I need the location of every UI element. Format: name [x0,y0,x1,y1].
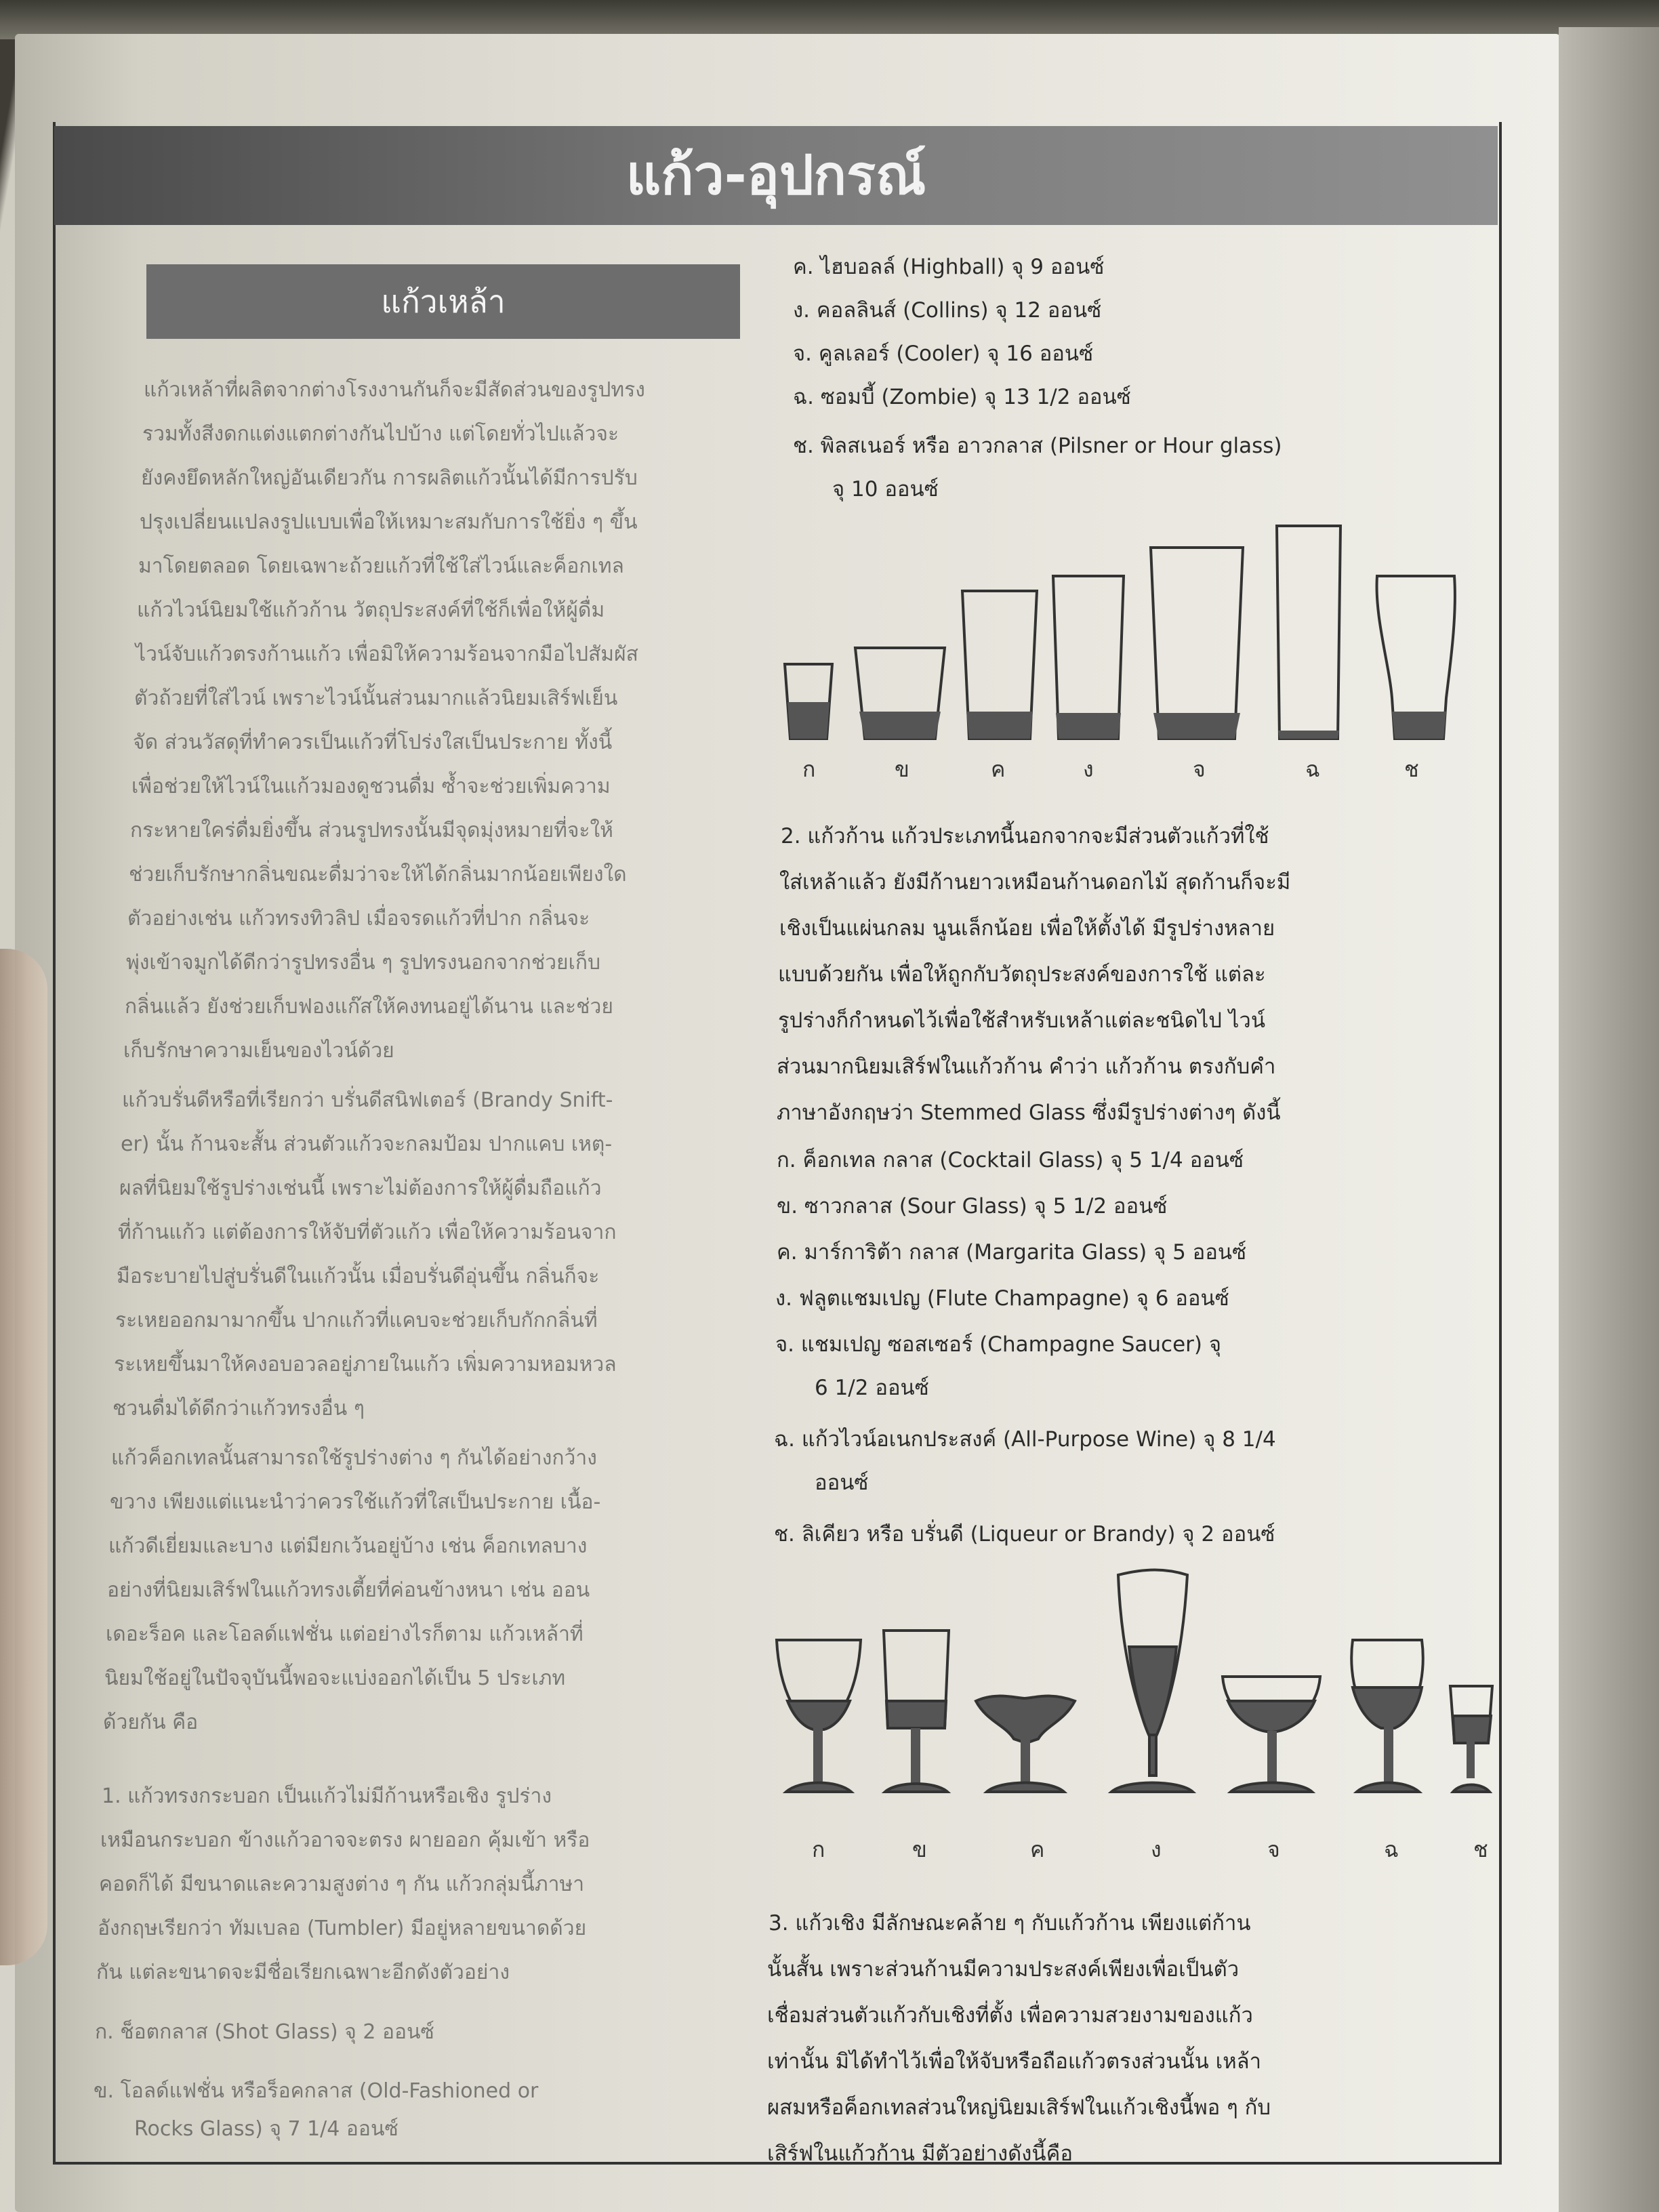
list-item: ค. ไฮบอลล์ (Highball) จุ 9 ออนซ์ [793,255,1105,279]
text-line: กัน แต่ละขนาดจะมีชื่อเรียกเฉพาะอีกดังตัวอย่าง [96,1961,510,1984]
all-purpose-wine-icon [1351,1640,1423,1792]
next-page-edge [1559,27,1659,2212]
text-line: ผลที่นิยมใช้รูปร่างเช่นนี้ เพราะไม่ต้องการให้ผู้ดื่มถือแก้ว [119,1176,602,1200]
sour-glass-icon [884,1631,949,1792]
text-line: ส่วนมากนิยมเสิร์ฟในแก้วก้าน คำว่า แก้วก้าน ตรงกับคำ [777,1054,1276,1079]
text-line: ตัวถ้วยที่ใส่ไวน์ เพราะไวน์นั้นส่วนมากแล้วนิยมเสิร์ฟเย็น [134,687,618,710]
text-line: แก้วไวน์นิยมใช้แก้วก้าน วัตถุประสงค์ที่ใช้ก็เพื่อให้ผู้ดื่ม [137,598,605,622]
text-line: 2. แก้วก้าน แก้วประเภทนี้นอกจากจะมีส่วนตัวแก้วที่ใช้ [781,824,1269,848]
stemmed-label: ช [1473,1837,1488,1862]
champagne-saucer-icon [1223,1677,1320,1792]
text-line: ข. โอลด์แฟชั่น หรือร็อคกลาส (Old-Fashioned or [94,2079,539,2103]
text-line: ตัวอย่างเช่น แก้วทรงทิวลิป เมื่อจรดแก้วที่ปาก กลิ่นจะ [127,907,590,930]
tumbler-label: ค [991,756,1006,782]
text-line: แก้วเหล้าที่ผลิตจากต่างโรงงานกันก็จะมีสัดส่วนของรูปทรง [144,378,645,402]
list-item: จ. คูลเลอร์ (Cooler) จุ 16 ออนซ์ [793,342,1094,366]
thumb [0,949,47,1965]
list-item: ง. คอลลินส์ (Collins) จุ 12 ออนซ์ [793,298,1102,323]
text-line: ช่วยเก็บรักษากลิ่นขณะดื่มว่าจะให้ได้กลิ่นมากน้อยเพียงใด [129,863,627,886]
text-line: ขวาง เพียงแต่แนะนำว่าควรใช้แก้วที่ใสเป็นประกาย เนื้อ- [110,1490,601,1514]
list-item: ช. พิลสเนอร์ หรือ อาวกลาส (Pilsner or Hour glass) [793,434,1282,458]
list-item: ง. ฟลูตแชมเปญ (Flute Champagne) จุ 6 ออนซ์ [775,1286,1229,1311]
list-item: จ. แชมเปญ ซอสเซอร์ (Champagne Saucer) จุ [775,1332,1222,1357]
list-item: ฉ. ซอมบี้ (Zombie) จุ 13 1/2 ออนซ์ [793,385,1131,409]
text-line: ภาษาอังกฤษว่า Stemmed Glass ซึ่งมีรูปร่างต่างๆ ดังนี้ [777,1101,1281,1125]
text-line: เหมือนกระบอก ข้างแก้วอาจจะตรง ผายออก คุ้มเข้า หรือ [100,1828,590,1852]
list-item: ออนซ์ [815,1471,869,1495]
text-line: ระเหยขึ้นมาให้คงอบอวลอยู่ภายในแก้ว เพิ่มความหอมหวล [114,1353,617,1376]
text-line: ยังคงยึดหลักใหญ่อันเดียวกัน การผลิตแก้วนั้นได้มีการปรับ [141,466,638,490]
list-item: ช. ลิเคียว หรือ บรั่นดี (Liqueur or Brandy) จุ 2 ออนซ์ [774,1522,1275,1547]
text-line: เดอะร็อค และโอลด์แฟชั่น แต่อย่างไรก็ตาม แก้วเหล้าที่ [106,1622,583,1646]
list-item: ข. ซาวกลาส (Sour Glass) จุ 5 1/2 ออนซ์ [777,1194,1168,1218]
page-frame-left [53,122,56,2162]
cooler-glass-icon [1151,548,1243,739]
text-line: รวมทั้งสีงดกแต่งแตกต่างกันไปบ้าง แต่โดยทั่วไปแล้วจะ [142,422,619,446]
text-line: Rocks Glass) จุ 7 1/4 ออนซ์ [134,2117,398,2141]
liqueur-glass-icon [1450,1686,1492,1792]
tumbler-label: ง [1083,756,1094,782]
text-line: ด้วยกัน คือ [103,1711,199,1734]
stemmed-glasses-illustration [773,1565,1504,1816]
tumbler-label: จ [1193,756,1206,782]
stemmed-label: ก [812,1837,825,1862]
shot-glass-icon [785,664,832,739]
text-line: แบบด้วยกัน เพื่อให้ถูกกับวัตถุประสงค์ของการใช้ แต่ละ [778,962,1266,987]
text-line: ระเหยออกมามากขึ้น ปากแก้วที่แคบจะช่วยเก็บกักกลิ่นที่ [115,1309,598,1332]
text-line: กลิ่นแล้ว ยังช่วยเก็บฟองแก๊สให้คงทนอยู่ได้นาน และช่วย [125,995,613,1019]
tumbler-label: ฉ [1305,756,1320,782]
text-line: มือระบายไปสู่บรั่นดีในแก้วนั้น เมื่อบรั่นดีอุ่นขึ้น กลิ่นก็จะ [117,1265,600,1288]
list-item: ก. ค็อกเทล กลาส (Cocktail Glass) จุ 5 1/4 ออนซ์ [777,1148,1244,1172]
text-line: ชวนดื่มได้ดีกว่าแก้วทรงอื่น ๆ [112,1397,365,1420]
text-line: นั้นสั้น เพราะส่วนก้านมีความประสงค์เพียงเพื่อเป็นตัว [767,1957,1240,1982]
text-line: พุ่งเข้าจมูกได้ดีกว่ารูปทรงอื่น ๆ รูปทรงนอกจากช่วยเก็บ [126,951,601,975]
page-frame-right [1499,122,1502,2162]
text-line: เก็บรักษาความเย็นของไวน์ด้วย [123,1039,394,1063]
text-line: ก. ช็อตกลาส (Shot Glass) จุ 2 ออนซ์ [95,2020,434,2044]
list-item: ค. มาร์การิต้า กลาส (Margarita Glass) จุ 5 ออนซ์ [777,1240,1247,1265]
zombie-glass-icon [1277,526,1340,739]
text-line: 3. แก้วเชิง มีลักษณะคล้าย ๆ กับแก้วก้าน เพียงแต่ก้าน [769,1911,1251,1936]
text-line: ใส่เหล้าแล้ว ยังมีก้านยาวเหมือนก้านดอกไม้ สุดก้านก็จะมี [779,870,1291,895]
text-line: อย่างที่นิยมเสิร์ฟในแก้วทรงเตี้ยที่ค่อนข้างหนา เช่น ออน [107,1578,590,1602]
section-title: แก้วเหล้า [381,283,506,320]
pilsner-glass-icon [1377,576,1455,739]
tumbler-glasses-illustration [779,515,1457,745]
text-line: คอดก็ได้ มีขนาดและความสูงต่าง ๆ กัน แก้วกลุ่มนี้ภาษา [99,1872,585,1896]
margarita-glass-icon [976,1696,1075,1792]
tumbler-label: ก [802,756,816,782]
text-line: ผสมหรือค็อกเทลส่วนใหญ่นิยมเสิร์ฟในแก้วเชิงนี้พอ ๆ กับ [767,2095,1271,2120]
text-line: เพื่อช่วยให้ไวน์ในแก้วมองดูชวนดื่ม ซ้ำจะช่วยเพิ่มความ [131,775,611,798]
text-line: แก้วดีเยี่ยมและบาง แต่มียกเว้นอยู่บ้าง เช่น ค็อกเทลบาง [108,1534,588,1558]
tumbler-label: ข [895,756,909,782]
text-line: มาโดยตลอด โดยเฉพาะถ้วยแก้วที่ใช้ใส่ไวน์และค็อกเทล [138,554,624,578]
list-item: ฉ. แก้วไวน์อเนกประสงค์ (All-Purpose Wine) จุ 8 1/4 [774,1427,1276,1452]
flute-champagne-icon [1111,1570,1193,1793]
text-line: แก้วค็อกเทลนั้นสามารถใช้รูปร่างต่าง ๆ กันได้อย่างกว้าง [111,1446,597,1470]
stemmed-label: จ [1267,1837,1280,1862]
text-line: er) นั้น ก้านจะสั้น ส่วนตัวแก้วจะกลมป้อม ปากแคบ เหตุ- [121,1132,613,1156]
text-line: ที่ก้านแก้ว แต่ต้องการให้จับที่ตัวแก้ว เพื่อให้ความร้อนจาก [118,1221,617,1244]
page-title: แก้ว-อุปกรณ์ [626,144,926,207]
text-line: รูปร่างก็กำหนดไว้เพื่อใช้สำหรับเหล้าแต่ละชนิดไป ไวน์ [778,1008,1266,1033]
text-line: เชื่อมส่วนตัวแก้วกับเชิงที่ตั้ง เพื่อความสวยงามของแก้ว [767,2003,1253,2028]
tumbler-label: ช [1404,756,1419,782]
list-item: 6 1/2 ออนซ์ [815,1376,929,1400]
stemmed-label: ฉ [1384,1837,1399,1862]
stemmed-label: ค [1030,1837,1045,1862]
text-line: เสิร์ฟในแก้วก้าน มีตัวอย่างดังนี้คือ [767,2142,1073,2166]
text-line: ปรุงเปลี่ยนแปลงรูปแบบเพื่อให้เหมาะสมกับการใช้ยิ่ง ๆ ขึ้น [140,510,638,534]
text-line: อังกฤษเรียกว่า ทัมเบลอ (Tumbler) มีอยู่หลายขนาดด้วย [98,1917,587,1940]
text-line: แก้วบรั่นดีหรือที่เรียกว่า บรั่นดีสนิฟเตอร์ (Brandy Snift- [122,1088,613,1112]
text-line: ไวน์จับแก้วตรงก้านแก้ว เพื่อมิให้ความร้อนจากมือไปสัมผัส [136,642,638,666]
collins-glass-icon [1053,576,1124,739]
text-line: นิยมใช้อยู่ในปัจจุบันนี้พอจะแบ่งออกได้เป็น 5 ประเภท [104,1666,566,1690]
text-line: กระหายใคร่ดื่มยิ่งขึ้น ส่วนรูปทรงนั้นมีจุดมุ่งหมายที่จะให้ [130,819,613,842]
stemmed-label: ง [1151,1837,1162,1862]
text-line: จัด ส่วนวัสดุที่ทำควรเป็นแก้วที่โปร่งใสเป็นประกาย ทั้งนี้ [133,731,613,754]
text-line: เชิงเป็นแผ่นกลม นูนเล็กน้อย เพื่อให้ตั้งได้ มีรูปร่างหลาย [779,916,1275,941]
old-fashioned-glass-icon [855,648,945,739]
list-item: จุ 10 ออนซ์ [832,477,939,501]
stemmed-label: ข [912,1837,927,1862]
text-line: เท่านั้น มิได้ทำไว้เพื่อให้จับหรือถือแก้วตรงส่วนนั้น เหล้า [767,2049,1262,2074]
cocktail-glass-icon [777,1640,861,1792]
text-line: 1. แก้วทรงกระบอก เป็นแก้วไม่มีก้านหรือเชิง รูปร่าง [102,1784,552,1808]
title-banner [54,126,1498,225]
section-banner [146,264,740,339]
highball-glass-icon [962,591,1037,739]
